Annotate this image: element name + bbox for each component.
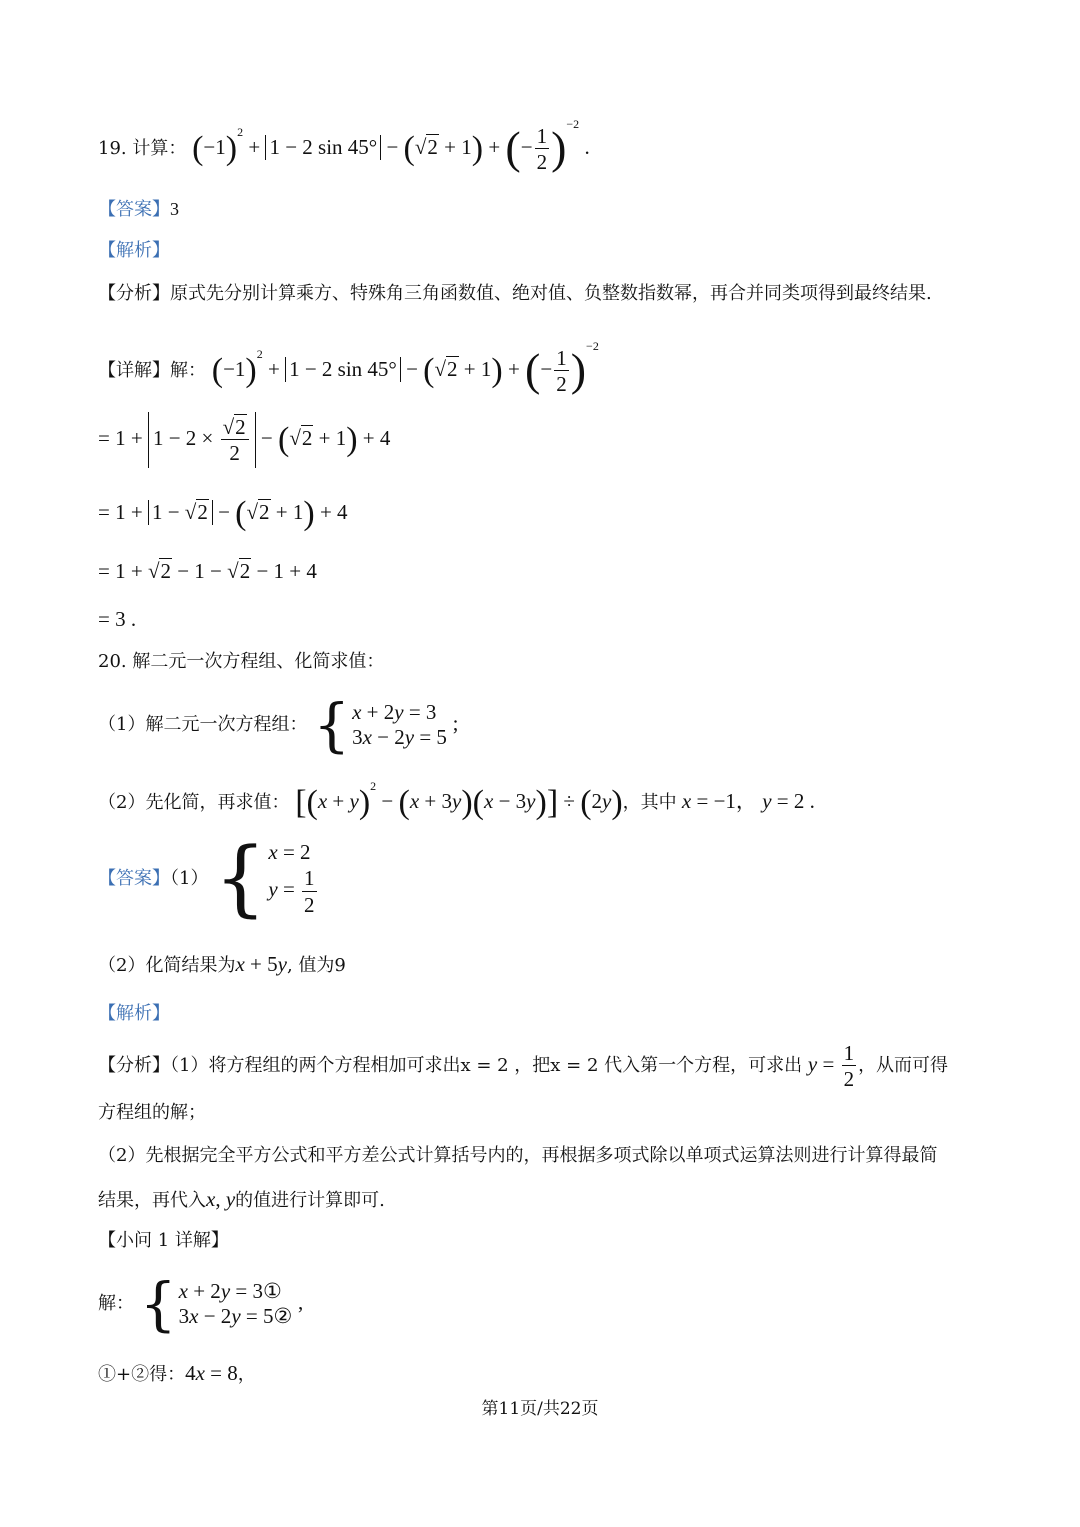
q20-answer-part1: 【答案】（1） { x = 2 y = $\frac{1}{2}$ — [98, 831, 315, 926]
q20-fenxi-line2: 方程组的解； — [98, 1102, 206, 1123]
answer-part2-suffix: , 值为9 — [286, 955, 346, 976]
part2-prefix: （2）先化简，再求值： — [98, 792, 290, 813]
fenxi-2b-pre: 结果，再代入 — [98, 1190, 206, 1211]
q20-fenxi-line3: （2）先根据完全平方公式和平方差公式计算括号内的，再根据多项式除以单项式运算法则进行计算得最简 — [98, 1145, 938, 1166]
q19-answer — [98, 200, 179, 219]
q19-jiexi-tag: 【解析】 — [98, 240, 170, 261]
xiangjie-tag: 【详解】 — [98, 360, 170, 381]
fenxi-2b-post: 的值进行计算即可. — [235, 1190, 385, 1211]
answer-value: 3 — [170, 199, 179, 219]
answer-part1-prefix: （1） — [170, 868, 209, 889]
q20-sub1-tag: 【小问 1 详解】 — [98, 1230, 229, 1251]
q19-detail-line3: = 1 + 1 − √2 − (√2 + 1) + 4 — [98, 495, 348, 532]
q20-label: 20. 解二元一次方程组、化简求值： — [98, 651, 385, 672]
q19-final: = 3 . — [98, 607, 137, 631]
xiangjie-prefix: 解： — [170, 360, 206, 381]
q19-problem: 19. 计算： $(-1)^2 + 1 - 2$ sin 45° − (√2 + 1) + (− $\frac{1}{2}$ )$^{-2}$ . — [98, 117, 590, 175]
sub1-step-pre: ①+②得： — [98, 1364, 186, 1385]
sub1-step-post: ， — [237, 1364, 256, 1385]
fenxi-1b: ，从而可得 — [858, 1054, 949, 1076]
part2-condition: ，其中 — [622, 792, 677, 813]
q19-detail-line4: = 1 + √2 − 1 − √2 − 1 + 4 — [98, 559, 317, 583]
q20-sub1-system: 解： { x + 2y = 3① 3x − 2y = 5② , — [98, 1270, 304, 1338]
fenxi-text: 原式先分别计算乘方、特殊角三角函数值、绝对值、负整数指数幂，再合并同类项得到最终结果. — [170, 283, 932, 304]
q19-detail-line2: = 1 + 1 − 2 × $\frac{√2}{2}$ − (√2 + 1) + 4 — [98, 412, 390, 468]
answer-part2-prefix: （2）化简结果为 — [98, 955, 236, 976]
page-footer: 第11页/共22页 — [481, 1399, 599, 1419]
answer-tag: 【答案】 — [98, 868, 170, 889]
q20-sub1-step: ①+②得：4x = 8， — [98, 1361, 256, 1385]
q20-part1: （1）解二元一次方程组： { x + 2y = 3 3x − 2y = 5 ; — [98, 691, 459, 759]
fenxi-tag: 【分析】 — [98, 283, 170, 304]
q19-fenxi — [98, 285, 932, 303]
fenxi-tag: 【分析】 — [98, 1054, 170, 1076]
fenxi-1a: （1）将方程组的两个方程相加可求出x = 2 ，把x = 2 代入第一个方程，可求出 — [170, 1054, 803, 1076]
q20-part2: （2）先化简，再求值： $[(x + y)^2 - (x + 3y)(x - 3y)] \div (2y)$，其中 x = −1， y = 2 . — [98, 779, 815, 821]
q20-fenxi-line4: 结果，再代入x, y的值进行计算即可. — [98, 1187, 385, 1211]
q19-detail-line1: 【详解】解： $(-1)^2 + 1 - 2$ sin 45° − (√2 + 1) + (− $\frac{1}{2}$ )$^{-2}$ — [98, 339, 599, 397]
q20-fenxi-line1: 【分析】（1）将方程组的两个方程相加可求出x = 2 ，把x = 2 代入第一个方程，可求出 y = $\frac{1}{2}$ ，从而可得 — [98, 1041, 949, 1092]
part1-prefix: （1）解二元一次方程组： — [98, 714, 308, 735]
q19-label: 19. 计算： — [98, 138, 187, 159]
q20-answer-part2: （2）化简结果为x + 5y, 值为9 — [98, 952, 346, 976]
answer-tag: 【答案】 — [98, 199, 170, 220]
sub1-prefix: 解： — [98, 1293, 134, 1314]
q20-jiexi-tag: 【解析】 — [98, 1003, 170, 1024]
